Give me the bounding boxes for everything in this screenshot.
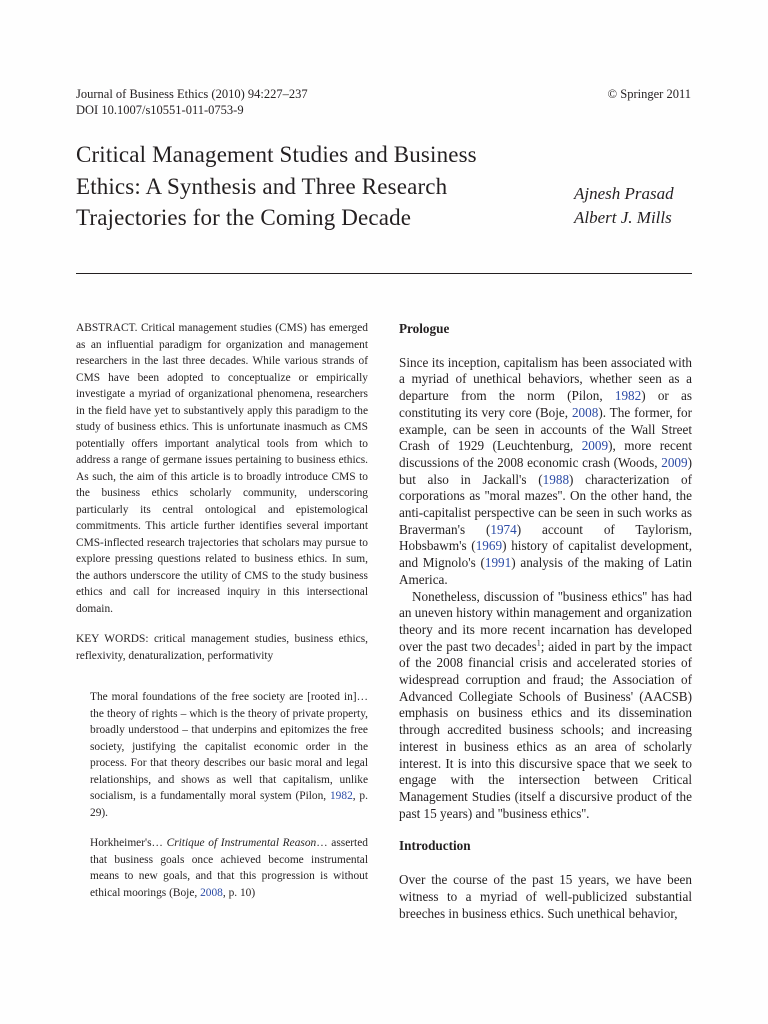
abstract: ABSTRACT. Critical management studies (CMS) has emerged as an influential paradigm for organization and management researchers in the last three decades. While various strands of CMS have been adopted to conceptualize or empirically investigate a myriad of organizational phenomena, researchers in the field have yet to substantively apply this paradigm to the study of business ethics. This is unfortunate inasmuch as CMS potentially offers important analytical tools from which to address a range of germane issues pertaining to business ethics. As such, the aim of this article is to broadly introduce CMS to the business ethics scholarly community, underscoring particularly its central ontological and epistemological commitments. This article further identifies several important CMS-inflected research trajectories that scholars may pursue to explore pressing questions related to business ethics. In sum, the authors underscore the utility of CMS to the study business ethics and call for increased inquiry in this intersectional domain. <box>76 322 368 615</box>
epigraph-quote <box>90 835 368 901</box>
footnote-marker[interactable]: 1 <box>536 638 541 648</box>
right-column <box>399 319 692 922</box>
journal-header <box>76 86 308 118</box>
citation-link[interactable]: 1969 <box>475 538 503 554</box>
author-name: Ajnesh Prasad <box>574 184 674 203</box>
quote-tail: , p. 29). <box>90 790 368 819</box>
doi-line: DOI 10.1007/s10551-011-0753-9 <box>76 103 244 117</box>
paragraph-text: ) analysis of the making of Latin America. <box>399 555 692 587</box>
epigraph-block <box>76 689 368 901</box>
citation-link[interactable]: 1982 <box>329 790 353 802</box>
section-heading-introduction: Introduction <box>399 838 471 854</box>
left-column <box>76 320 368 915</box>
body-paragraph <box>399 355 692 589</box>
citation-link[interactable]: 2009 <box>581 438 609 454</box>
citation-link[interactable]: 1991 <box>484 555 512 571</box>
paragraph-text: ) history of capitalist development, and Mignolo's ( <box>399 538 692 571</box>
citation-link[interactable]: 2008 <box>200 886 223 899</box>
paragraph-text: ; aided in part by the impact of the 2008 financial crisis and accelerated stories of widespread corruption and fraud; the Association of Advanced Collegiate Schools of Business' (AACSB) emphasis on business ethics and its dissemination through accredited business schools; and increasing interest in business ethics as an area of scholarly interest. It is into this discursive space that we seek to engage with the intersection between Critical Management Studies (itself a discursive product of the past 15 years) and ''business ethics''. <box>399 638 692 821</box>
section-heading-prologue: Prologue <box>399 321 450 336</box>
paragraph-text: Since its inception, capitalism has been associated with a myriad of unethical behaviors, whether seen as a departure from the norm (Pilon, <box>399 354 692 404</box>
paragraph-text: ) but also in Jackall's ( <box>399 454 692 487</box>
paragraph-text: ) or as constituting its very core (Boje, <box>399 388 692 420</box>
keywords: KEY WORDS: critical management studies, business ethics, reflexivity, denaturalization, performativity <box>76 633 368 662</box>
title-line: Trajectories for the Coming Decade <box>76 205 412 230</box>
copyright-notice: © Springer 2011 <box>607 87 691 101</box>
paragraph-text: ) characterization of corporations as ''moral mazes''. On the other hand, the anti-capitalist perspective can be seen in such works as Braverman's ( <box>399 471 692 537</box>
title-line: Ethics: A Synthesis and Three Research <box>76 173 448 199</box>
paragraph-text: ). The former, for example, can be seen in accounts of the Wall Street Crash of 1929 (Leuchtenburg, <box>399 404 693 454</box>
citation-link[interactable]: 1974 <box>490 521 517 537</box>
citation-link[interactable]: 2009 <box>661 454 688 470</box>
quote-lead: Horkheimer's… <box>90 837 167 849</box>
quote-tail: , p. 10) <box>222 886 256 899</box>
body-paragraph <box>399 589 692 823</box>
author-list <box>574 182 674 230</box>
citation-link[interactable]: 1982 <box>614 388 642 404</box>
epigraph-quote <box>90 689 368 821</box>
quote-text: … asserted that business goals once achieved become instrumental means to new goals, and that this progression is without ethical moorings (Boje, <box>90 837 368 899</box>
quote-text: The moral foundations of the free society are [rooted in]… the theory of rights – which is the theory of private property, broadly understood – that underpins and epitomizes the free society, justifying the capitalist economic order in the process. For that theory describes our basic moral and legal relationships, and shows as well that capitalism, unlike socialism, is a fundamentally moral system (Pilon, <box>90 691 368 802</box>
journal-citation: Journal of Business Ethics (2010) 94:227–237 <box>76 87 308 101</box>
body-paragraph: Over the course of the past 15 years, we have been witness to a myriad of well-publicized substantial breeches in business ethics. Such unethical behavior, <box>399 872 692 921</box>
paragraph-text: ) account of Taylorism, Hobsbawm's ( <box>399 521 692 554</box>
article-title <box>76 139 536 234</box>
paragraph-text: ), more recent discussions of the 2008 economic crash (Woods, <box>399 438 692 470</box>
title-line: Critical Management Studies and Business <box>76 142 477 167</box>
citation-link[interactable]: 2008 <box>571 404 599 420</box>
citation-link[interactable]: 1988 <box>542 471 570 487</box>
author-name: Albert J. Mills <box>574 208 672 227</box>
paragraph-text: Nonetheless, discussion of ''business ethics'' has had an uneven history within management and organization theory and its more recent incarnation has developed over the past two decades <box>399 588 692 654</box>
book-title: Critique of Instrumental Reason <box>166 837 317 849</box>
title-divider <box>76 273 692 274</box>
